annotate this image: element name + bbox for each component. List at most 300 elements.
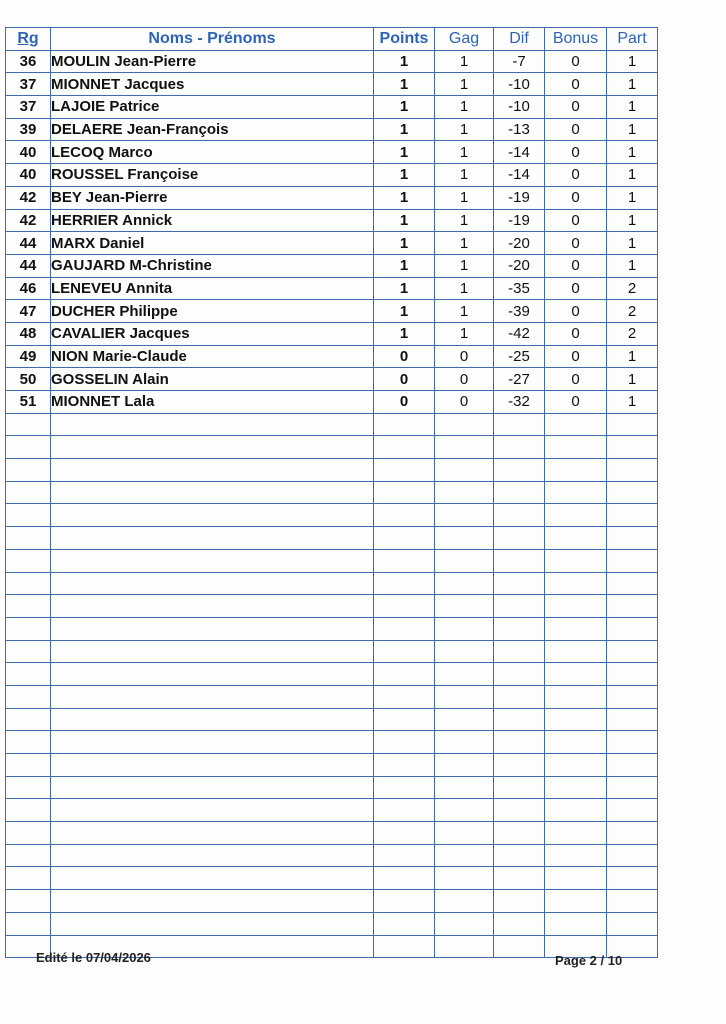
gag-cell: 1: [435, 118, 494, 141]
rank-cell: 49: [6, 345, 51, 368]
empty-cell: [435, 413, 494, 436]
empty-cell: [6, 459, 51, 482]
empty-cell: [607, 685, 658, 708]
part-cell: 1: [607, 345, 658, 368]
name-cell: MARX Daniel: [51, 232, 374, 255]
table-row: [6, 254, 658, 277]
empty-cell: [51, 799, 374, 822]
empty-cell: [494, 595, 545, 618]
points-cell: 1: [374, 186, 435, 209]
empty-row: [6, 890, 658, 913]
name-cell: NION Marie-Claude: [51, 345, 374, 368]
gag-cell: 1: [435, 96, 494, 119]
table-row: [6, 277, 658, 300]
empty-row: [6, 912, 658, 935]
empty-cell: [494, 527, 545, 550]
points-cell: 1: [374, 141, 435, 164]
empty-cell: [494, 504, 545, 527]
part-cell: 1: [607, 232, 658, 255]
rank-cell: 42: [6, 186, 51, 209]
empty-cell: [494, 822, 545, 845]
empty-row: [6, 459, 658, 482]
empty-cell: [435, 912, 494, 935]
empty-cell: [51, 640, 374, 663]
empty-cell: [374, 640, 435, 663]
bonus-cell: 0: [545, 50, 607, 73]
empty-cell: [494, 754, 545, 777]
dif-cell: -10: [494, 96, 545, 119]
empty-cell: [494, 572, 545, 595]
name-cell: DUCHER Philippe: [51, 300, 374, 323]
edited-date: Edité le 07/04/2026: [36, 950, 151, 965]
dif-cell: -7: [494, 50, 545, 73]
empty-cell: [494, 799, 545, 822]
empty-cell: [435, 504, 494, 527]
empty-cell: [607, 527, 658, 550]
part-cell: 1: [607, 164, 658, 187]
gag-cell: 1: [435, 209, 494, 232]
empty-cell: [374, 572, 435, 595]
points-cell: 0: [374, 345, 435, 368]
gag-cell: 1: [435, 141, 494, 164]
empty-cell: [545, 867, 607, 890]
empty-cell: [51, 413, 374, 436]
empty-cell: [6, 595, 51, 618]
rank-cell: 47: [6, 300, 51, 323]
empty-row: [6, 754, 658, 777]
empty-row: [6, 617, 658, 640]
dif-cell: -20: [494, 232, 545, 255]
empty-row: [6, 640, 658, 663]
rank-cell: 37: [6, 73, 51, 96]
empty-cell: [607, 459, 658, 482]
ranking-rows: [6, 50, 658, 958]
gag-cell: 1: [435, 300, 494, 323]
empty-cell: [435, 799, 494, 822]
gag-cell: 0: [435, 391, 494, 414]
name-cell: DELAERE Jean-François: [51, 118, 374, 141]
empty-cell: [545, 572, 607, 595]
empty-cell: [494, 890, 545, 913]
rank-cell: 51: [6, 391, 51, 414]
empty-row: [6, 572, 658, 595]
empty-cell: [494, 912, 545, 935]
empty-cell: [6, 663, 51, 686]
empty-cell: [545, 413, 607, 436]
empty-cell: [607, 890, 658, 913]
empty-row: [6, 776, 658, 799]
empty-cell: [545, 776, 607, 799]
part-cell: 1: [607, 50, 658, 73]
empty-cell: [545, 754, 607, 777]
empty-cell: [435, 935, 494, 958]
empty-cell: [494, 685, 545, 708]
part-cell: 1: [607, 118, 658, 141]
empty-cell: [51, 504, 374, 527]
empty-cell: [51, 844, 374, 867]
table-row: [6, 300, 658, 323]
part-cell: 2: [607, 277, 658, 300]
bonus-cell: 0: [545, 254, 607, 277]
empty-cell: [374, 776, 435, 799]
name-cell: LENEVEU Annita: [51, 277, 374, 300]
empty-cell: [607, 708, 658, 731]
empty-cell: [545, 481, 607, 504]
dif-cell: -20: [494, 254, 545, 277]
gag-cell: 1: [435, 73, 494, 96]
bonus-cell: 0: [545, 96, 607, 119]
points-cell: 1: [374, 232, 435, 255]
dif-cell: -32: [494, 391, 545, 414]
table-row: [6, 164, 658, 187]
empty-cell: [374, 413, 435, 436]
empty-cell: [545, 890, 607, 913]
empty-cell: [51, 754, 374, 777]
empty-cell: [607, 549, 658, 572]
empty-cell: [374, 708, 435, 731]
dif-cell: -10: [494, 73, 545, 96]
gag-cell: 1: [435, 232, 494, 255]
table-row: [6, 368, 658, 391]
table-row: [6, 118, 658, 141]
header-rg: Rg: [6, 28, 51, 51]
empty-cell: [545, 731, 607, 754]
name-cell: GOSSELIN Alain: [51, 368, 374, 391]
empty-cell: [494, 617, 545, 640]
empty-cell: [374, 935, 435, 958]
empty-cell: [545, 708, 607, 731]
gag-cell: 1: [435, 50, 494, 73]
rank-cell: 40: [6, 141, 51, 164]
empty-cell: [494, 663, 545, 686]
empty-cell: [545, 640, 607, 663]
empty-cell: [51, 595, 374, 618]
part-cell: 1: [607, 391, 658, 414]
empty-cell: [6, 867, 51, 890]
empty-cell: [607, 754, 658, 777]
table-row: [6, 186, 658, 209]
empty-cell: [545, 436, 607, 459]
empty-cell: [6, 640, 51, 663]
header-row: [6, 28, 658, 51]
table-row: [6, 50, 658, 73]
part-cell: 1: [607, 368, 658, 391]
name-cell: LECOQ Marco: [51, 141, 374, 164]
empty-cell: [545, 685, 607, 708]
rank-cell: 39: [6, 118, 51, 141]
rank-cell: 42: [6, 209, 51, 232]
empty-cell: [374, 731, 435, 754]
empty-cell: [6, 912, 51, 935]
gag-cell: 1: [435, 186, 494, 209]
empty-cell: [6, 799, 51, 822]
empty-cell: [545, 595, 607, 618]
empty-cell: [435, 776, 494, 799]
empty-cell: [374, 481, 435, 504]
empty-cell: [435, 663, 494, 686]
empty-cell: [51, 549, 374, 572]
empty-cell: [6, 549, 51, 572]
empty-cell: [51, 459, 374, 482]
empty-cell: [6, 413, 51, 436]
page-number: Page 2 / 10: [555, 953, 623, 968]
dif-cell: -42: [494, 322, 545, 345]
points-cell: 0: [374, 391, 435, 414]
empty-cell: [435, 890, 494, 913]
rank-cell: 36: [6, 50, 51, 73]
dif-cell: -25: [494, 345, 545, 368]
empty-cell: [6, 731, 51, 754]
empty-cell: [374, 617, 435, 640]
bonus-cell: 0: [545, 345, 607, 368]
empty-cell: [374, 912, 435, 935]
empty-cell: [435, 595, 494, 618]
empty-cell: [374, 663, 435, 686]
gag-cell: 1: [435, 254, 494, 277]
bonus-cell: 0: [545, 209, 607, 232]
dif-cell: -35: [494, 277, 545, 300]
empty-cell: [494, 481, 545, 504]
empty-cell: [51, 731, 374, 754]
points-cell: 1: [374, 96, 435, 119]
empty-cell: [6, 481, 51, 504]
empty-cell: [435, 844, 494, 867]
empty-row: [6, 731, 658, 754]
header-bonus: Bonus: [545, 28, 607, 51]
empty-row: [6, 481, 658, 504]
empty-cell: [374, 822, 435, 845]
empty-cell: [51, 890, 374, 913]
empty-row: [6, 436, 658, 459]
empty-cell: [374, 549, 435, 572]
points-cell: 1: [374, 300, 435, 323]
empty-cell: [435, 572, 494, 595]
points-cell: 1: [374, 277, 435, 300]
empty-cell: [494, 459, 545, 482]
empty-cell: [607, 572, 658, 595]
part-cell: 1: [607, 209, 658, 232]
empty-cell: [607, 436, 658, 459]
header-name: Noms - Prénoms: [51, 28, 374, 51]
empty-cell: [6, 572, 51, 595]
empty-cell: [607, 413, 658, 436]
table-row: [6, 232, 658, 255]
dif-cell: -39: [494, 300, 545, 323]
gag-cell: 0: [435, 345, 494, 368]
points-cell: 1: [374, 50, 435, 73]
empty-cell: [494, 867, 545, 890]
empty-row: [6, 663, 658, 686]
part-cell: 2: [607, 322, 658, 345]
gag-cell: 1: [435, 322, 494, 345]
empty-cell: [545, 459, 607, 482]
empty-row: [6, 844, 658, 867]
empty-cell: [6, 685, 51, 708]
empty-cell: [6, 504, 51, 527]
empty-cell: [374, 890, 435, 913]
header-points: Points: [374, 28, 435, 51]
empty-cell: [607, 822, 658, 845]
empty-cell: [545, 663, 607, 686]
empty-cell: [51, 572, 374, 595]
dif-cell: -14: [494, 164, 545, 187]
table-row: [6, 73, 658, 96]
points-cell: 1: [374, 254, 435, 277]
empty-cell: [51, 912, 374, 935]
empty-cell: [494, 708, 545, 731]
empty-cell: [607, 595, 658, 618]
header-gag: Gag: [435, 28, 494, 51]
points-cell: 1: [374, 209, 435, 232]
points-cell: 0: [374, 368, 435, 391]
points-cell: 1: [374, 73, 435, 96]
empty-cell: [374, 527, 435, 550]
empty-cell: [494, 935, 545, 958]
bonus-cell: 0: [545, 141, 607, 164]
empty-cell: [51, 685, 374, 708]
empty-cell: [607, 481, 658, 504]
empty-cell: [545, 617, 607, 640]
empty-cell: [607, 617, 658, 640]
name-cell: MOULIN Jean-Pierre: [51, 50, 374, 73]
name-cell: LAJOIE Patrice: [51, 96, 374, 119]
empty-cell: [545, 504, 607, 527]
gag-cell: 1: [435, 277, 494, 300]
empty-cell: [435, 822, 494, 845]
empty-cell: [494, 731, 545, 754]
table-row: [6, 209, 658, 232]
bonus-cell: 0: [545, 391, 607, 414]
empty-cell: [374, 595, 435, 618]
dif-cell: -14: [494, 141, 545, 164]
empty-cell: [6, 844, 51, 867]
empty-cell: [6, 617, 51, 640]
empty-cell: [6, 527, 51, 550]
empty-row: [6, 867, 658, 890]
empty-cell: [51, 481, 374, 504]
bonus-cell: 0: [545, 277, 607, 300]
bonus-cell: 0: [545, 118, 607, 141]
header-dif: Dif: [494, 28, 545, 51]
rank-cell: 46: [6, 277, 51, 300]
dif-cell: -13: [494, 118, 545, 141]
points-cell: 1: [374, 118, 435, 141]
empty-cell: [494, 436, 545, 459]
empty-cell: [545, 912, 607, 935]
empty-cell: [494, 549, 545, 572]
part-cell: 2: [607, 300, 658, 323]
empty-cell: [51, 867, 374, 890]
empty-cell: [607, 640, 658, 663]
empty-cell: [607, 844, 658, 867]
table-row: [6, 345, 658, 368]
table-row: [6, 391, 658, 414]
name-cell: ROUSSEL Françoise: [51, 164, 374, 187]
empty-row: [6, 708, 658, 731]
table-row: [6, 322, 658, 345]
empty-cell: [607, 799, 658, 822]
empty-row: [6, 549, 658, 572]
gag-cell: 0: [435, 368, 494, 391]
empty-cell: [607, 504, 658, 527]
bonus-cell: 0: [545, 368, 607, 391]
part-cell: 1: [607, 186, 658, 209]
name-cell: MIONNET Jacques: [51, 73, 374, 96]
empty-cell: [607, 731, 658, 754]
empty-cell: [374, 799, 435, 822]
rank-cell: 48: [6, 322, 51, 345]
empty-cell: [494, 844, 545, 867]
empty-row: [6, 527, 658, 550]
empty-cell: [51, 617, 374, 640]
part-cell: 1: [607, 96, 658, 119]
empty-cell: [435, 617, 494, 640]
table-row: [6, 96, 658, 119]
empty-cell: [6, 436, 51, 459]
empty-cell: [435, 549, 494, 572]
empty-cell: [494, 640, 545, 663]
empty-cell: [51, 708, 374, 731]
rank-cell: 50: [6, 368, 51, 391]
points-cell: 1: [374, 322, 435, 345]
rank-cell: 44: [6, 232, 51, 255]
ranking-table: [5, 27, 658, 958]
empty-cell: [494, 776, 545, 799]
part-cell: 1: [607, 141, 658, 164]
empty-row: [6, 799, 658, 822]
empty-cell: [374, 867, 435, 890]
empty-cell: [374, 844, 435, 867]
bonus-cell: 0: [545, 73, 607, 96]
empty-cell: [374, 504, 435, 527]
empty-cell: [6, 776, 51, 799]
empty-cell: [374, 754, 435, 777]
empty-cell: [51, 822, 374, 845]
empty-cell: [6, 822, 51, 845]
bonus-cell: 0: [545, 186, 607, 209]
dif-cell: -19: [494, 186, 545, 209]
gag-cell: 1: [435, 164, 494, 187]
name-cell: MIONNET Lala: [51, 391, 374, 414]
empty-row: [6, 595, 658, 618]
part-cell: 1: [607, 254, 658, 277]
bonus-cell: 0: [545, 164, 607, 187]
empty-cell: [6, 708, 51, 731]
empty-cell: [435, 481, 494, 504]
bonus-cell: 0: [545, 322, 607, 345]
empty-cell: [494, 413, 545, 436]
empty-cell: [435, 708, 494, 731]
dif-cell: -19: [494, 209, 545, 232]
empty-cell: [374, 459, 435, 482]
part-cell: 1: [607, 73, 658, 96]
empty-cell: [51, 776, 374, 799]
empty-cell: [435, 436, 494, 459]
empty-cell: [435, 754, 494, 777]
header-part: Part: [607, 28, 658, 51]
empty-cell: [435, 731, 494, 754]
empty-row: [6, 504, 658, 527]
empty-cell: [435, 459, 494, 482]
empty-row: [6, 685, 658, 708]
rank-cell: 44: [6, 254, 51, 277]
empty-cell: [6, 890, 51, 913]
empty-cell: [545, 527, 607, 550]
empty-cell: [6, 754, 51, 777]
empty-cell: [374, 436, 435, 459]
empty-cell: [374, 685, 435, 708]
empty-cell: [607, 663, 658, 686]
